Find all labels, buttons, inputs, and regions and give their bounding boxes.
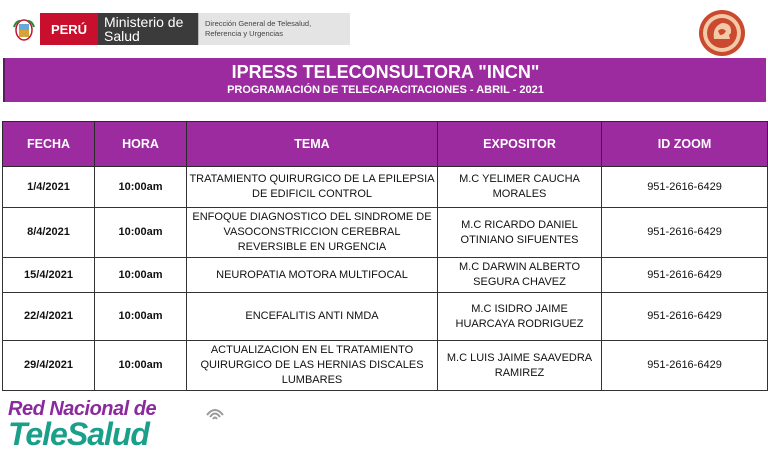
cell-id-zoom: 951-2616-6429	[602, 258, 768, 293]
cell-id-zoom: 951-2616-6429	[602, 208, 768, 258]
cell-hora: 10:00am	[95, 208, 187, 258]
table-row	[3, 258, 768, 293]
table-row	[3, 341, 768, 391]
peru-label: PERÚ	[40, 13, 98, 45]
cell-hora: 10:00am	[95, 293, 187, 341]
header-expositor: EXPOSITOR	[438, 122, 602, 167]
cell-expositor: M.C LUIS JAIME SAAVEDRA RAMIREZ	[438, 341, 602, 391]
cell-fecha: 29/4/2021	[3, 341, 95, 391]
cell-id-zoom: 951-2616-6429	[602, 167, 768, 208]
telesalud-logo-line2: TeleSalud	[8, 416, 149, 452]
header-hora: HORA	[95, 122, 187, 167]
cell-expositor: M.C RICARDO DANIEL OTINIANO SIFUENTES	[438, 208, 602, 258]
cell-id-zoom: 951-2616-6429	[602, 341, 768, 391]
header-tema: TEMA	[187, 122, 438, 167]
direction-label: Dirección General de Telesalud, Referencia y Urgencias	[198, 13, 350, 45]
table-header-row	[3, 122, 768, 167]
cell-expositor: M.C ISIDRO JAIME HUARCAYA RODRIGUEZ	[438, 293, 602, 341]
telesalud-logo-line1: Red Nacional de	[8, 398, 157, 420]
schedule-table	[2, 121, 768, 391]
cell-tema: ENCEFALITIS ANTI NMDA	[187, 293, 438, 341]
telesalud-logo	[8, 398, 228, 452]
cell-expositor: M.C DARWIN ALBERTO SEGURA CHAVEZ	[438, 258, 602, 293]
minsa-logo	[8, 13, 350, 45]
table-row	[3, 293, 768, 341]
cell-tema: ACTUALIZACION EN EL TRATAMIENTO QUIRURGICO DE LAS HERNIAS DISCALES LUMBARES	[187, 341, 438, 391]
cell-fecha: 1/4/2021	[3, 167, 95, 208]
signal-waves-icon	[203, 401, 227, 423]
incn-logo-icon	[698, 9, 746, 57]
cell-hora: 10:00am	[95, 341, 187, 391]
ministry-label: Ministerio de Salud	[98, 13, 198, 45]
peru-shield-icon	[8, 13, 40, 45]
cell-fecha: 15/4/2021	[3, 258, 95, 293]
header-fecha: FECHA	[3, 122, 95, 167]
cell-expositor: M.C YELIMER CAUCHA MORALES	[438, 167, 602, 208]
cell-hora: 10:00am	[95, 167, 187, 208]
cell-tema: NEUROPATIA MOTORA MULTIFOCAL	[187, 258, 438, 293]
cell-id-zoom: 951-2616-6429	[602, 293, 768, 341]
table-row	[3, 167, 768, 208]
header-id-zoom: ID ZOOM	[602, 122, 768, 167]
cell-tema: TRATAMIENTO QUIRURGICO DE LA EPILEPSIA DE EDIFICIL CONTROL	[187, 167, 438, 208]
table-row	[3, 208, 768, 258]
cell-fecha: 8/4/2021	[3, 208, 95, 258]
cell-hora: 10:00am	[95, 258, 187, 293]
page-subtitle: PROGRAMACIÓN DE TELECAPACITACIONES - ABRIL - 2021	[227, 84, 544, 96]
cell-fecha: 22/4/2021	[3, 293, 95, 341]
cell-tema: ENFOQUE DIAGNOSTICO DEL SINDROME DE VASOCONSTRICCION CEREBRAL REVERSIBLE EN URGENCIA	[187, 208, 438, 258]
title-banner	[3, 58, 766, 102]
page-title: IPRESS TELECONSULTORA "INCN"	[231, 62, 540, 82]
